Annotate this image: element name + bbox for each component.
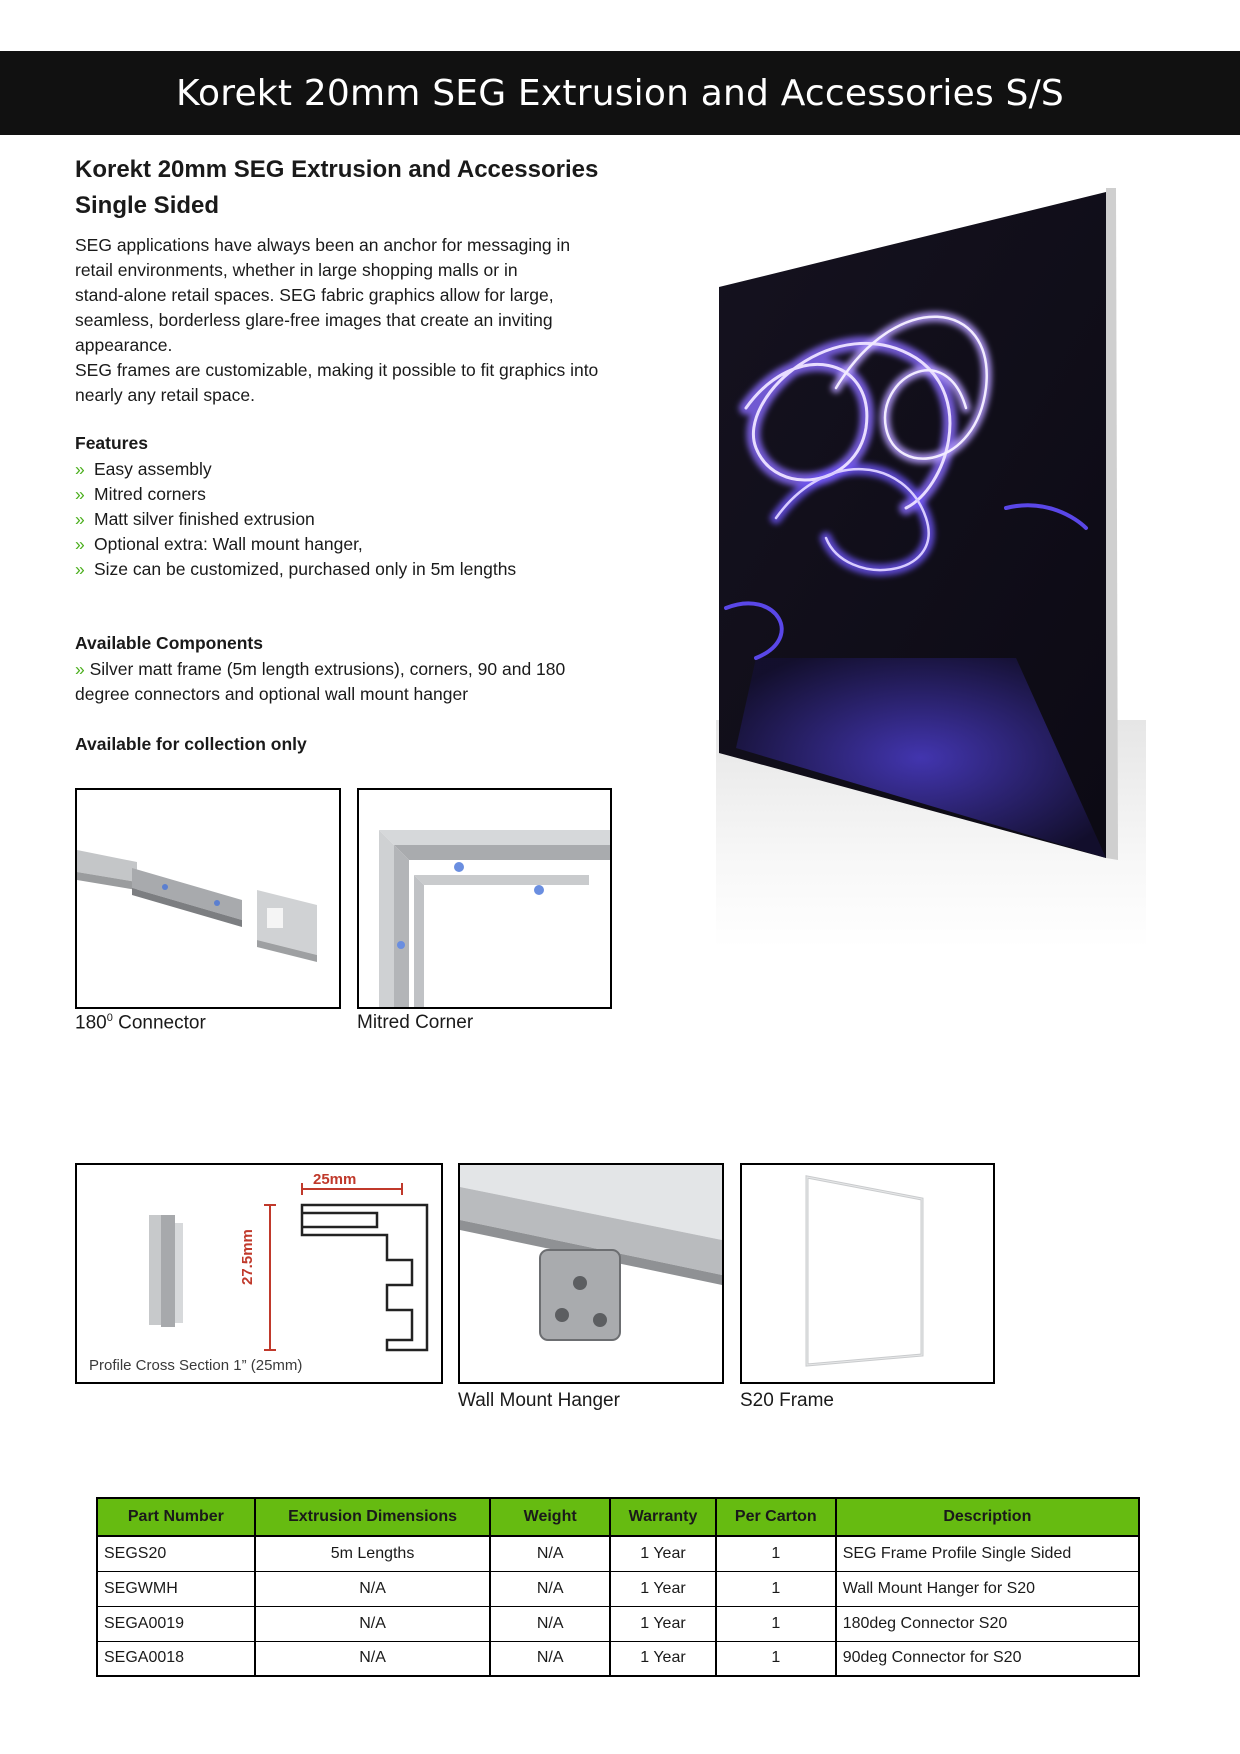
- chevron-bullet-icon: »: [75, 534, 85, 554]
- corner-image-frame: [357, 788, 612, 1009]
- features-title: Features: [75, 433, 148, 453]
- intro-line: appearance.: [75, 335, 173, 355]
- product-heading: [75, 152, 635, 224]
- title-banner: [0, 51, 1240, 135]
- table-row: SEGA0018 N/A N/A 1 Year 1 90deg Connector for S20: [97, 1641, 1139, 1676]
- feature-item: » Optional extra: Wall mount hanger,: [75, 532, 516, 557]
- profile-width-label: 25mm: [313, 1171, 357, 1188]
- chevron-bullet-icon: »: [75, 459, 85, 479]
- collection-note: Available for collection only: [75, 734, 307, 754]
- profile-height-label: 27.5mm: [239, 1229, 256, 1285]
- features-list: [75, 457, 516, 582]
- heading-line-1: Korekt 20mm SEG Extrusion and Accessories: [75, 156, 599, 183]
- components-text: » Silver matt frame (5m length extrusions), corners, 90 and 180 degree connectors and optional wall mount hanger: [75, 659, 566, 704]
- spec-table: [96, 1497, 1140, 1677]
- feature-item: » Matt silver finished extrusion: [75, 507, 516, 532]
- connector-image-frame: [75, 788, 341, 1009]
- header-weight: Weight: [490, 1498, 610, 1536]
- chevron-bullet-icon: »: [75, 559, 85, 579]
- header-extrusion-dimensions: Extrusion Dimensions: [255, 1498, 491, 1536]
- banner-title: Korekt 20mm SEG Extrusion and Accessories S/S: [176, 72, 1064, 114]
- mitred-corner-image: [359, 790, 610, 1007]
- components-title: Available Components: [75, 633, 263, 653]
- header-per-carton: Per Carton: [716, 1498, 836, 1536]
- s20-frame-caption: S20 Frame: [740, 1390, 834, 1411]
- hanger-image-frame: [458, 1163, 724, 1384]
- header-warranty: Warranty: [610, 1498, 716, 1536]
- hanger-caption: Wall Mount Hanger: [458, 1390, 620, 1411]
- intro-line: seamless, borderless glare-free images that create an inviting: [75, 310, 553, 330]
- intro-line: retail environments, whether in large shopping malls or in: [75, 260, 518, 280]
- seg-display-image: [716, 188, 1146, 948]
- feature-item: » Size can be customized, purchased only in 5m lengths: [75, 557, 516, 582]
- table-row: SEGA0019 N/A N/A 1 Year 1 180deg Connector S20: [97, 1606, 1139, 1641]
- profile-image-frame: [75, 1163, 443, 1384]
- intro-line: SEG frames are customizable, making it possible to fit graphics into: [75, 360, 599, 380]
- chevron-bullet-icon: »: [75, 659, 85, 679]
- feature-item: » Mitred corners: [75, 482, 516, 507]
- intro-line: stand-alone retail spaces. SEG fabric graphics allow for large,: [75, 285, 554, 305]
- wall-mount-hanger-image: [460, 1165, 722, 1382]
- corner-caption: Mitred Corner: [357, 1012, 474, 1033]
- connector-caption: $180^0$ Connector: [75, 1012, 206, 1034]
- profile-cross-section-image: [77, 1165, 441, 1382]
- intro-line: SEG applications have always been an anchor for messaging in: [75, 235, 571, 255]
- header-description: Description: [836, 1498, 1139, 1536]
- table-header-row: [97, 1498, 1139, 1536]
- profile-caption: Profile Cross Section 1” (25mm): [89, 1357, 303, 1374]
- intro-line: nearly any retail space.: [75, 385, 255, 405]
- intro-text: [75, 233, 615, 408]
- table-row: SEGWMH N/A N/A 1 Year 1 Wall Mount Hanger for S20: [97, 1571, 1139, 1606]
- feature-item: » Easy assembly: [75, 457, 516, 482]
- chevron-bullet-icon: »: [75, 484, 85, 504]
- s20-frame-image-frame: [740, 1163, 995, 1384]
- header-part-number: Part Number: [97, 1498, 255, 1536]
- table-row: SEGS20 5m Lengths N/A 1 Year 1 SEG Frame Profile Single Sided: [97, 1536, 1139, 1571]
- s20-frame-image: [742, 1165, 993, 1382]
- connector-180-image: [77, 790, 339, 1007]
- chevron-bullet-icon: »: [75, 509, 85, 529]
- heading-line-2: Single Sided: [75, 192, 220, 219]
